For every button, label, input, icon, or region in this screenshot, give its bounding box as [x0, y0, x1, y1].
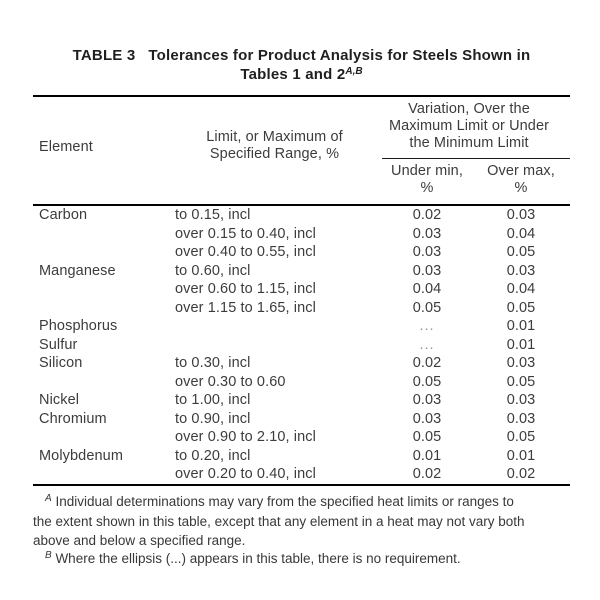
- under-min-cell: 0.03: [412, 410, 442, 427]
- limit-cell: over 1.15 to 1.65, incl: [175, 299, 316, 316]
- limit-cell: to 0.60, incl: [175, 262, 251, 279]
- footnote-b-marker: B: [45, 550, 52, 562]
- over-max-cell: 0.03: [506, 392, 536, 409]
- element-cell: Manganese: [39, 262, 116, 279]
- element-cell: Phosphorus: [39, 318, 118, 335]
- element-cell: Chromium: [39, 410, 107, 427]
- over-max-cell: 0.01: [506, 336, 536, 353]
- limit-cell: over 0.60 to 1.15, incl: [175, 281, 316, 298]
- element-cell: Silicon: [39, 355, 83, 372]
- table-title: [33, 46, 570, 86]
- over-max-cell: 0.04: [506, 225, 536, 242]
- table-row: [33, 280, 570, 299]
- under-min-cell: 0.05: [412, 299, 442, 316]
- col-header-element: Element: [39, 139, 93, 155]
- table-row: [33, 410, 570, 429]
- element-cell: Carbon: [39, 207, 88, 224]
- table-row: [33, 225, 570, 244]
- footnotes: [33, 493, 570, 571]
- limit-cell: over 0.15 to 0.40, incl: [175, 225, 316, 242]
- table-title-line-2: Tables 1 and $2^{A,B}$: [240, 66, 363, 83]
- table-row: [33, 465, 570, 484]
- table-header: [33, 97, 570, 206]
- table-row: [33, 428, 570, 447]
- col-header-over-max: Over max, %: [487, 163, 555, 196]
- table-title-text: Tolerances for Product Analysis for Steels Shown in: [148, 47, 531, 64]
- under-min-cell: 0.02: [412, 207, 442, 224]
- table-row: [33, 299, 570, 318]
- over-max-cell: 0.05: [506, 244, 536, 261]
- under-min-cell: 0.04: [412, 281, 442, 298]
- limit-cell: to 0.90, incl: [175, 410, 251, 427]
- title-footnote-superscript: A,B: [345, 66, 363, 77]
- limit-cell: over 0.30 to 0.60: [175, 373, 286, 390]
- table-row: [33, 317, 570, 336]
- table-row: [33, 354, 570, 373]
- under-min-cell: 0.02: [412, 355, 442, 372]
- limit-cell: over 0.90 to 2.10, incl: [175, 429, 316, 446]
- over-max-cell: 0.01: [506, 447, 536, 464]
- table-row: [33, 336, 570, 355]
- limit-cell: to 0.30, incl: [175, 355, 251, 372]
- limit-cell: to 0.15, incl: [175, 207, 251, 224]
- under-min-cell-ellipsis: ...: [419, 336, 435, 353]
- table-title-line-1: [33, 46, 570, 65]
- table-row: [33, 391, 570, 410]
- under-min-cell-ellipsis: ...: [419, 318, 435, 335]
- element-cell: Nickel: [39, 392, 80, 409]
- table-row: [33, 243, 570, 262]
- limit-cell: to 0.20, incl: [175, 447, 251, 464]
- table-row: [33, 262, 570, 281]
- table-body: [33, 206, 570, 486]
- limit-cell: to 1.00, incl: [175, 392, 251, 409]
- under-min-cell: 0.02: [412, 466, 442, 483]
- under-min-cell: 0.01: [412, 447, 442, 464]
- col-header-limit: Limit, or Maximum of Specified Range, %: [206, 128, 343, 162]
- footnote-a: $^A$ Individual determinations may vary from the specified heat limits or ranges to the extent shown in this table, except that any element in a heat may not vary both above and below a specified range.: [33, 492, 525, 548]
- col-header-under-min: Under min, %: [391, 163, 463, 196]
- over-max-cell: 0.02: [506, 466, 536, 483]
- over-max-cell: 0.03: [506, 410, 536, 427]
- under-min-cell: 0.03: [412, 244, 442, 261]
- under-min-cell: 0.05: [412, 373, 442, 390]
- under-min-cell: 0.05: [412, 429, 442, 446]
- over-max-cell: 0.01: [506, 318, 536, 335]
- under-min-cell: 0.03: [412, 225, 442, 242]
- footnote-b: $^B$ Where the ellipsis (...) appears in this table, there is no requirement.: [45, 550, 461, 567]
- table-container: [33, 46, 570, 571]
- col-header-variation-group: Variation, Over the Maximum Limit or Under the Minimum Limit: [382, 97, 570, 159]
- over-max-cell: 0.03: [506, 355, 536, 372]
- table-row: [33, 206, 570, 225]
- limit-cell: over 0.20 to 0.40, incl: [175, 466, 316, 483]
- under-min-cell: 0.03: [412, 392, 442, 409]
- table-row: [33, 447, 570, 466]
- element-cell: Molybdenum: [39, 447, 124, 464]
- over-max-cell: 0.03: [506, 262, 536, 279]
- over-max-cell: 0.05: [506, 299, 536, 316]
- element-cell: Sulfur: [39, 336, 78, 353]
- table-number: TABLE 3: [72, 47, 136, 64]
- over-max-cell: 0.03: [506, 207, 536, 224]
- over-max-cell: 0.05: [506, 429, 536, 446]
- over-max-cell: 0.04: [506, 281, 536, 298]
- over-max-cell: 0.05: [506, 373, 536, 390]
- table-row: [33, 373, 570, 392]
- under-min-cell: 0.03: [412, 262, 442, 279]
- limit-cell: over 0.40 to 0.55, incl: [175, 244, 316, 261]
- footnote-a-marker: A: [45, 492, 52, 504]
